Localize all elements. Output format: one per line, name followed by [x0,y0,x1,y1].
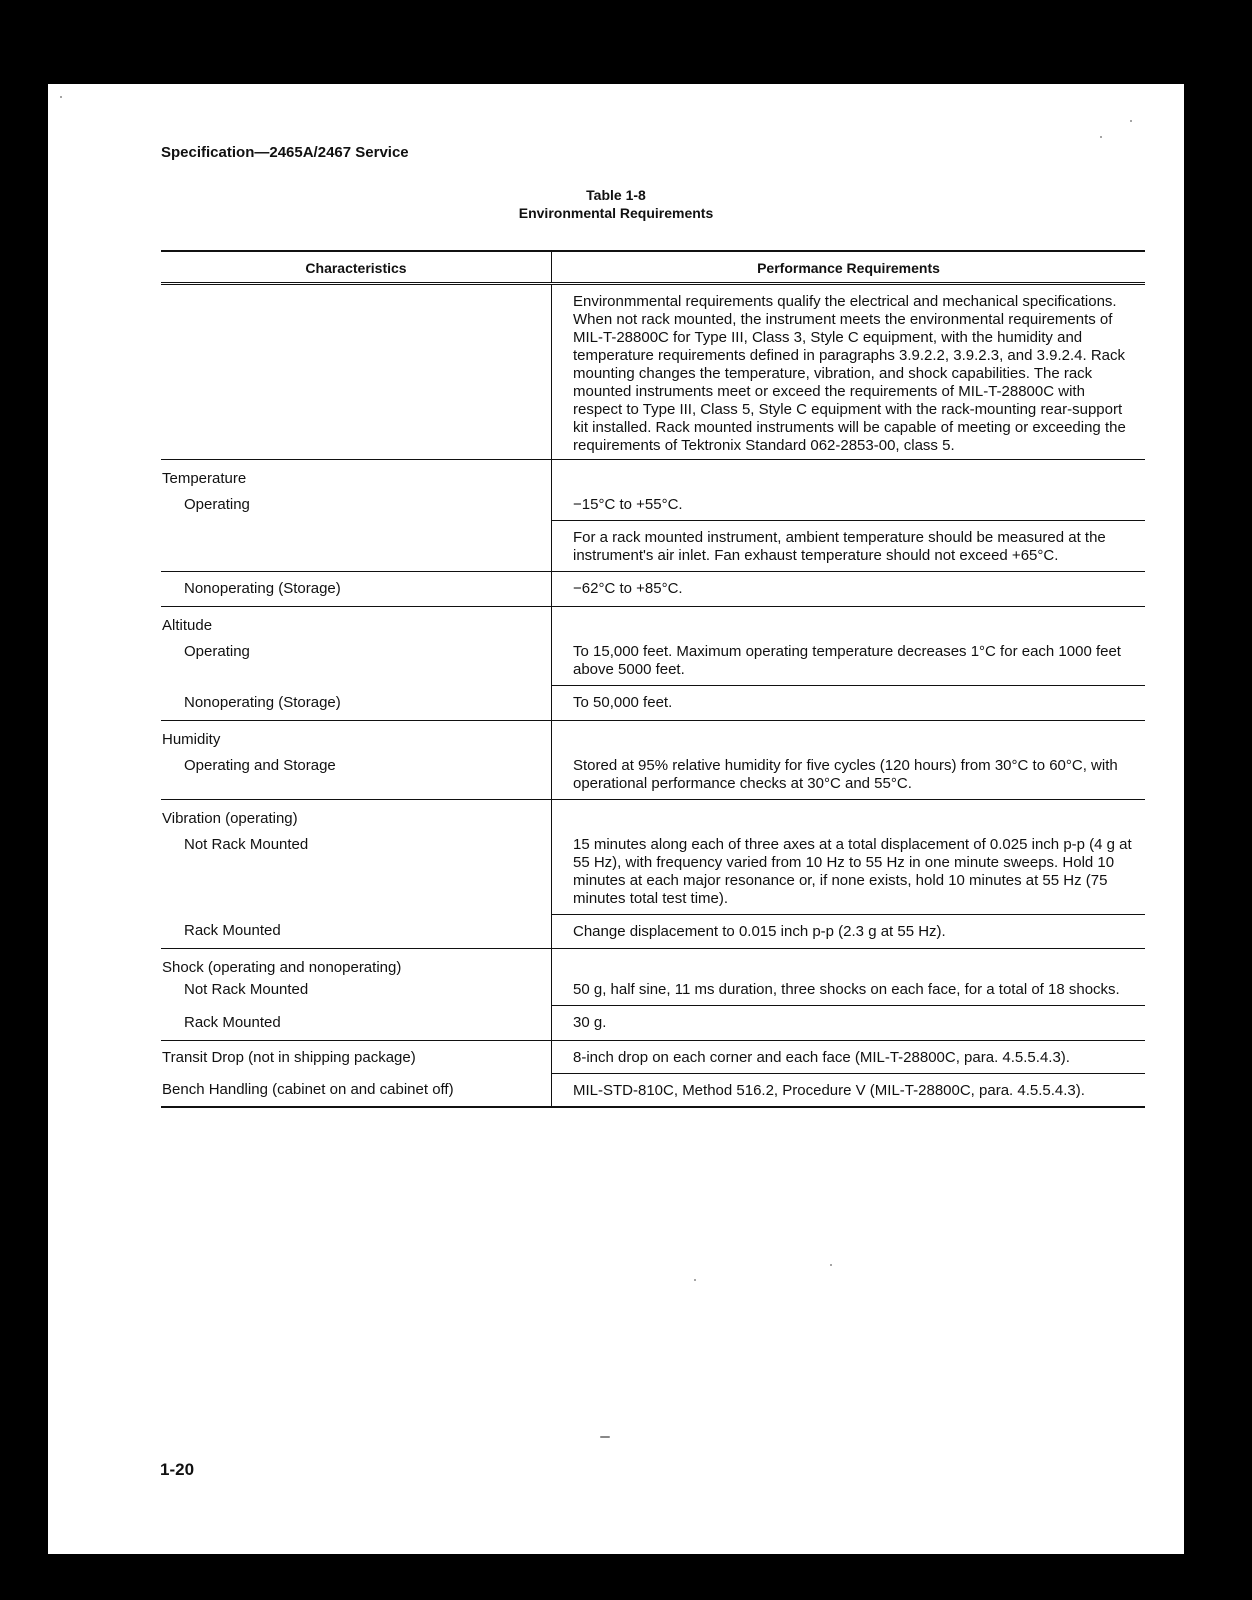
vibration-not-rack-value: 15 minutes along each of three axes at a total displacement of 0.025 inch p-p (4 g at 55 Hz), with frequency varied from 10 Hz to 55 Hz in one minute sweeps. Hold 10 minutes at each major resonance or, if none exists, hold 10 minutes at 55 Hz (75 minutes total test time). [573,835,1132,907]
bench-handling-cell [161,1073,552,1107]
table-row-vibration-not-rack [161,799,1145,914]
table-row-transit-drop [161,1040,1145,1073]
temperature-label: Temperature [162,470,247,487]
temperature-nonoperating-cell [161,572,552,607]
altitude-characteristic-cell [161,607,552,686]
humidity-value-cell [552,720,1146,799]
temperature-operating-cell [552,460,1146,521]
table-row-intro [161,284,1145,460]
humidity-value: Stored at 95% relative humidity for five cycles (120 hours) from 30°C to 60°C, with operational performance checks at 30°C and 55°C. [573,756,1118,792]
transit-drop-value: 8-inch drop on each corner and each face (MIL-T-28800C, para. 4.5.5.4.3). [573,1048,1070,1066]
shock-not-rack-cell [552,949,1146,1006]
shock-rack-value-cell [552,1006,1146,1041]
temperature-note-cell [552,521,1146,572]
humidity-sub-label: Operating and Storage [184,756,336,774]
vibration-rack-value-cell [552,914,1146,949]
altitude-nonoperating-cell [161,686,552,721]
scan-speck [694,1279,696,1281]
shock-rack-cell [161,1006,552,1041]
scan-speck [1100,136,1102,138]
table-row-shock-rack [161,1006,1145,1041]
temperature-operating-value: −15°C to +55°C. [573,496,683,513]
table-row-humidity [161,720,1145,799]
transit-drop-cell [161,1040,552,1073]
temperature-characteristic-cell [161,460,552,521]
running-head: Specification—2465A/2467 Service [161,144,409,161]
shock-not-rack-label: Not Rack Mounted [184,981,309,998]
temperature-operating-note: For a rack mounted instrument, ambient temperature should be measured at the instrument's air inlet. Fan exhaust temperature should not exceed +65°C. [573,529,1106,564]
altitude-operating-cell [552,607,1146,686]
empty-cell [161,521,552,572]
table-row-shock-not-rack [161,949,1145,1006]
vibration-rack-label: Rack Mounted [184,922,281,939]
table-number: Table 1-8 [586,187,646,203]
altitude-label: Altitude [162,617,213,634]
column-header-characteristics: Characteristics [161,251,552,284]
table-row-bench-handling [161,1073,1145,1107]
temperature-nonoperating-value: −62°C to +85°C. [573,580,683,597]
humidity-characteristic-cell [161,720,552,799]
intro-text: Environmmental requirements qualify the electrical and mechanical specifications. When not rack mounted, the instrument meets the environmental requirements of MIL-T-28800C for Type III, Class 3, Style C equipment, with the humidity and temperature requirements defined in paragraphs 3.9.2.2, 3.9.2.3, and 3.9.2.4. Rack mounting changes the temperature, vibration, and shock capabilities. The rack mounted instruments meet or exceed the requirements of MIL-T-28800C with respect to Type III, Class 5, Style C equipment with the rack-mounting rear-support kit installed. Rack mounted instruments will be capable of meeting or exceeding the requirements of Tektronix Standard 062-2853-00, class 5. [573,293,1126,454]
altitude-operating-label: Operating [184,643,250,660]
page-number: 1-20 [160,1460,195,1479]
shock-rack-label: Rack Mounted [184,1013,281,1031]
column-header-performance: Performance Requirements [552,251,1146,284]
vibration-rack-value: Change displacement to 0.015 inch p-p (2.3 g at 55 Hz). [573,922,946,940]
shock-characteristic-cell [161,949,552,1006]
scan-speck [600,1436,610,1438]
temperature-nonoperating-label: Nonoperating (Storage) [184,580,341,597]
vibration-not-rack-cell [552,799,1146,914]
shock-rack-value: 30 g. [573,1014,607,1031]
scan-speck [60,96,62,98]
table-row-temperature-nonoperating [161,572,1145,607]
table-title: Environmental Requirements [518,205,714,221]
intro-characteristic-cell [161,284,552,460]
scan-speck [830,1264,832,1266]
table-row-altitude-nonoperating [161,686,1145,721]
table-row-temperature-operating [161,460,1145,521]
bench-handling-value-cell [552,1073,1146,1107]
table-row-altitude-operating [161,607,1145,686]
altitude-nonoperating-value-cell [552,686,1146,721]
shock-label: Shock (operating and nonoperating) [162,959,402,976]
temperature-nonoperating-value-cell [552,572,1146,607]
environmental-requirements-table [161,250,1145,1108]
altitude-nonoperating-label: Nonoperating (Storage) [184,693,341,711]
scan-speck [1130,120,1132,122]
altitude-nonoperating-value: To 50,000 feet. [573,694,673,711]
table-caption [48,186,1184,222]
vibration-label: Vibration (operating) [162,809,298,827]
temperature-operating-label: Operating [184,496,250,513]
intro-performance-cell [552,284,1146,460]
table-row-vibration-rack [161,914,1145,949]
document-page [48,84,1184,1554]
vibration-rack-cell [161,914,552,949]
bench-handling-value: MIL-STD-810C, Method 516.2, Procedure V (MIL-T-28800C, para. 4.5.5.4.3). [573,1081,1085,1099]
transit-drop-value-cell [552,1040,1146,1073]
vibration-characteristic-cell [161,799,552,914]
vibration-not-rack-label: Not Rack Mounted [184,835,309,853]
transit-drop-label: Transit Drop (not in shipping package) [162,1048,416,1066]
altitude-operating-value: To 15,000 feet. Maximum operating temperature decreases 1°C for each 1000 feet above 5000 feet. [573,643,1121,678]
humidity-label: Humidity [162,730,221,748]
bench-handling-label: Bench Handling (cabinet on and cabinet off) [162,1081,454,1098]
table-row-temperature-note [161,521,1145,572]
table-header-row [161,251,1145,284]
shock-not-rack-value: 50 g, half sine, 11 ms duration, three shocks on each face, for a total of 18 shocks. [573,981,1120,998]
